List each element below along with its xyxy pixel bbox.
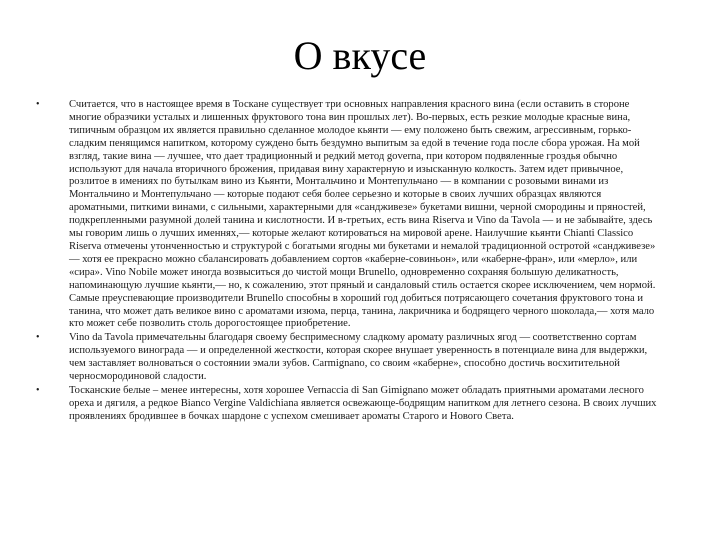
bullet-point-icon: • [36, 99, 40, 110]
bullet-point-icon: • [36, 384, 40, 396]
bullet-item [36, 99, 660, 331]
bullet-item [36, 332, 660, 384]
bullet-list [36, 99, 660, 424]
bullet-item [36, 385, 660, 424]
slide-title: О вкусе [293, 33, 427, 78]
bullet-point-icon: • [36, 332, 40, 344]
bullet-text: Считается, что в настоящее время в Тоскане существует три основных направления красного вина (если оставить в стороне многие образчики усталых и лишенных фруктового тона вин прошлых лет). Во-первых, есть резкие молодые красные вина, типичным образцом их является правильно сделанное молодое кьянти — ему положено быть свежим, агрессивным, горько-сладким пенящимся напитком, которому суждено быть бездумно выпитым за едой в течение года после сбора урожая. На мой взгляд, такие вина — лучшее, что дает традиционный и редкий метод governa, при котором подвяленные гроздья обычно используют для начала вторичного брожения, придавая вину характерную и изысканную колкость. Затем идет привычное, розлитое в имениях по бутылкам вино из Кьянти, Монтальчино и Монтепульчано — в компании с розовыми винами из Монтальчино и Монтепульчано — которые подают себя более серьезно и которые в своих лучших образцах являются ароматными, питкими винами, с сильными, характерными для «сандживезе» букетами вишни, черной смородины и пряностей, подкрепленными разумной долей танина и кислотности. И в-третьих, есть вина Riserva и Vino da Tavola — и не забывайте, здесь мы говорим лишь о лучших именнях,— которые желают котироваться на мировой арене. Наилучшие кьянти Chianti Classico Riserva отмечены утонченностью и структурой с богатыми ягодны ми букетами и немалой традиционной остротой «сандживезе» — хотя ее прекрасно можно сбалансировать добавлением сортов «каберне-совиньон», или «каберне-фран», или «мерло», или «сира». Vino Nobile может иногда возвыситься до чистой мощи Brunello, одновременно сохраняя большую деликатность, напоминающую лучшие кьянти,— но, к сожалению, этот пряный и сандаловый стиль остается скорее исключением, чем нормой. Самые преуспевающие производители Brunello способны в хороший год добиться потрясающего сочетания фруктового тона и танина, что может дать великое вино с ароматами изюма, перца, танина, лакричника и бодрящего черного шоколада,— хотя мало кто может себе позволить столь дорогостоящее приобретение. [69, 99, 656, 330]
bullet-text: Тосканские белые – менее интересны, хотя хорошее Vernaccia di San Gimignano может обладать приятными ароматами лесного ореха и дягиля, а редкое Bianco Vergine Valdichiana является освежающе-бодрящим напитком для летнего сезона. В своих лучших проявлениях бродившее в бочках шардоне с успехом смешивает ароматы Старого и Нового Света. [69, 384, 657, 422]
bullet-text: Vino da Tavola примечательны благодаря своему беспримесному сладкому аромату различных ягод — соответственно сортам используемого винограда — и определенной жесткости, которая скорее внушает уверенность в потенциале вина для выдержки, чем заставляет волноваться о состоянии эмали зубов. Carmignano, со своим «каберне», способно достичь восхитительной черносмородиновой сладости. [69, 332, 648, 383]
